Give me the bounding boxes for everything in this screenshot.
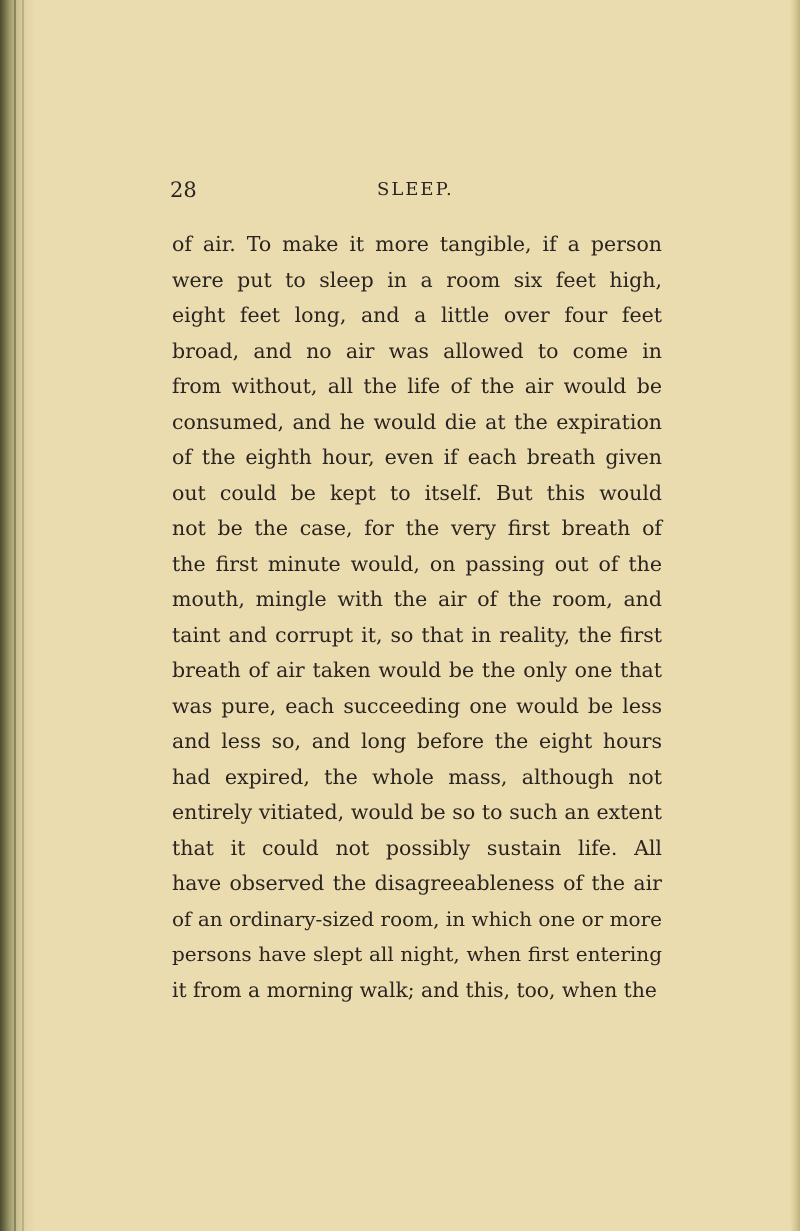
text-line: broad, and no air was allowed to come in	[172, 338, 662, 363]
text-line: have observed the disagreeableness of the air	[172, 871, 662, 895]
binding-crease	[22, 0, 24, 1231]
page-number: 28	[170, 178, 197, 202]
text-line: not be the case, for the very first breath of	[172, 516, 662, 540]
text-line: from without, all the life of the air would be	[172, 374, 662, 398]
running-title: SLEEP.	[377, 179, 454, 200]
body-text	[172, 227, 662, 1008]
text-line: out could be kept to itself. But this would	[172, 480, 662, 505]
book-binding-edge	[0, 0, 36, 1231]
binding-crease	[14, 0, 16, 1231]
text-line: consumed, and he would die at the expiration	[172, 409, 662, 434]
running-head	[170, 175, 670, 205]
page-right-edge	[790, 0, 800, 1231]
text-line: and less so, and long before the eight hours	[172, 729, 662, 753]
text-line: persons have slept all night, when first entering	[172, 942, 662, 966]
text-line: eight feet long, and a little over four feet	[172, 303, 662, 327]
text-line: the first minute would, on passing out of the	[172, 551, 662, 576]
text-line: that it could not possibly sustain life. All	[172, 835, 662, 860]
text-line: had expired, the whole mass, although not	[172, 764, 662, 789]
text-line: mouth, mingle with the air of the room, and	[172, 587, 662, 611]
text-line: of air. To make it more tangible, if a person	[172, 232, 662, 256]
text-line: was pure, each succeeding one would be less	[172, 693, 662, 718]
text-line: of the eighth hour, even if each breath given	[172, 445, 662, 469]
text-line: of an ordinary-sized room, in which one or more	[172, 906, 662, 931]
text-line: taint and corrupt it, so that in reality, the first	[172, 622, 662, 647]
text-line: it from a morning walk; and this, too, when the	[172, 977, 657, 1002]
text-line: entirely vitiated, would be so to such an extent	[172, 800, 662, 824]
text-line: breath of air taken would be the only one that	[172, 658, 662, 682]
text-line: were put to sleep in a room six feet high,	[172, 267, 662, 292]
